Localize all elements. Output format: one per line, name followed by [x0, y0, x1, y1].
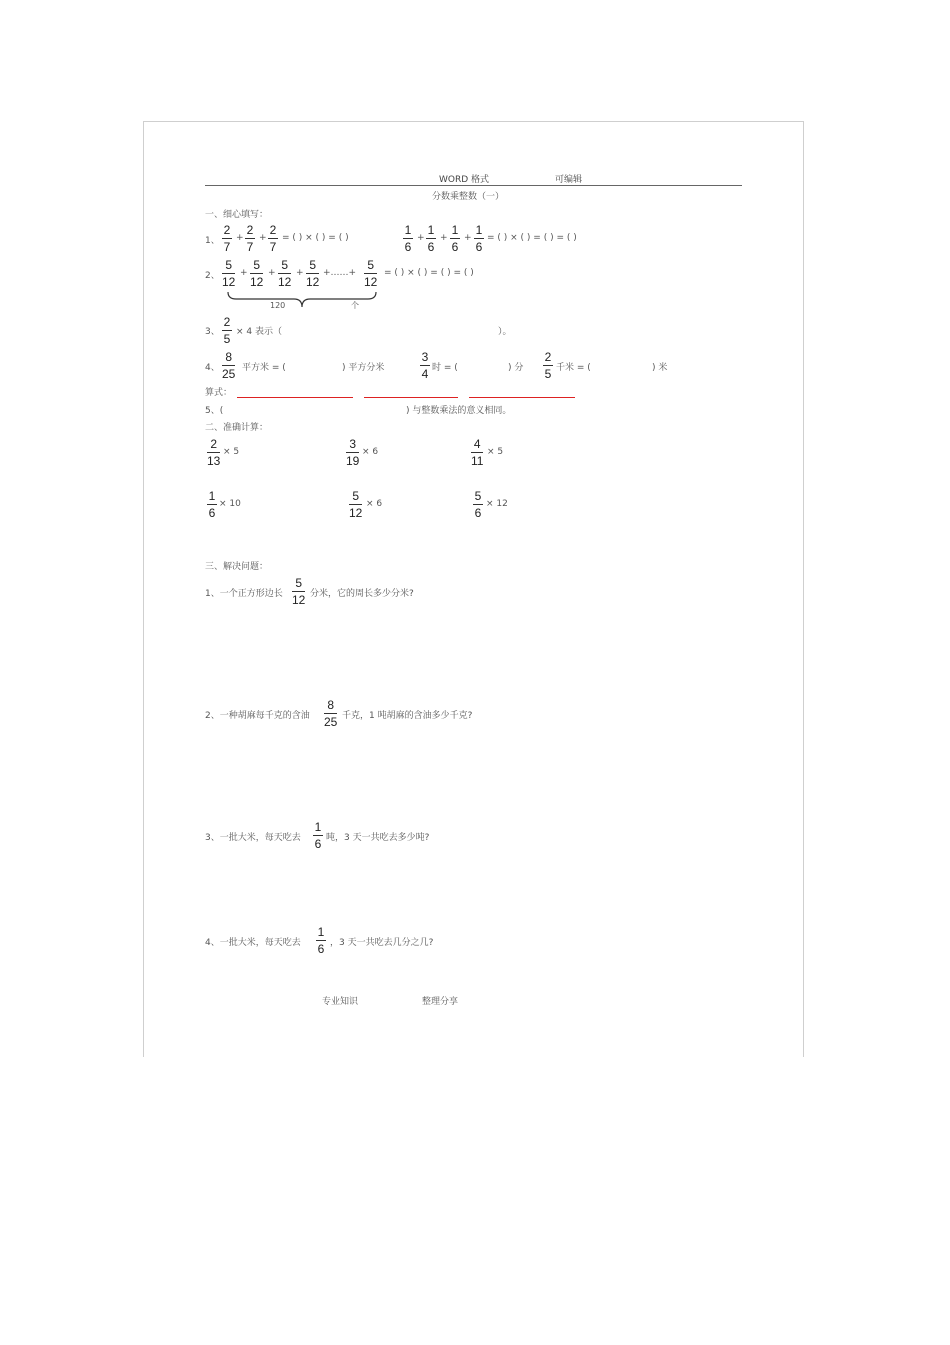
- q2-fraction-5: 5 12: [364, 258, 378, 289]
- q4-text-a2: ) 平方分米: [342, 363, 385, 373]
- q2-brace-unit: 个: [351, 301, 359, 310]
- calc-op-2: × 6: [362, 447, 379, 457]
- problem1-fraction: 5 12: [292, 576, 306, 607]
- q5-text: ) 与整数乘法的意义相同。: [406, 406, 512, 416]
- problem3-post: 吨，3 天一共吃去多少吨?: [326, 833, 430, 843]
- q2-fraction-2: 5 12: [250, 258, 264, 289]
- answer-line-1: [237, 397, 353, 398]
- q4-text-c2: ) 米: [652, 363, 668, 373]
- problem1-post: 分米，它的周长多少分米?: [310, 589, 414, 599]
- q1-fraction-a1: 2 7: [223, 223, 231, 254]
- q4-fraction-c: 2 5: [544, 350, 552, 381]
- section2-heading: 二、准确计算：: [205, 423, 269, 433]
- answer-line-3: [469, 397, 575, 398]
- q1-fraction-b1: 1 6: [404, 223, 412, 254]
- page-title: 分数乘整数（一）: [432, 192, 505, 202]
- footer-right: 整理分享: [422, 997, 459, 1007]
- q1-fraction-b3: 1 6: [451, 223, 459, 254]
- suanshi-label: 算式：: [205, 388, 233, 398]
- q1-tail-a: = ( ) × ( ) = ( ): [282, 233, 349, 243]
- q2-fraction-1: 5 12: [222, 258, 236, 289]
- q3-text: × 4 表示（: [236, 327, 282, 337]
- section3-heading: 三、解决问题：: [205, 562, 269, 572]
- q1-number: 1、: [205, 236, 220, 246]
- header-rule: [205, 185, 742, 186]
- problem2-pre: 2、一种胡麻每千克的含油: [205, 711, 310, 721]
- q2-brace-count: 120: [270, 301, 286, 310]
- q2-tail: = ( ) × ( ) = ( ) = ( ): [384, 268, 474, 278]
- calc-fraction-3: 4 11: [471, 437, 484, 468]
- q4-text-a: 平方米 = (: [242, 363, 286, 373]
- problem2-fraction: 8 25: [324, 698, 338, 729]
- q1-fraction-b2: 1 6: [427, 223, 435, 254]
- problem4-fraction: 1 6: [317, 925, 325, 956]
- problem2-post: 千克，1 吨胡麻的含油多少千克?: [342, 711, 473, 721]
- q1-fraction-a3: 2 7: [269, 223, 277, 254]
- q2-fraction-3: 5 12: [278, 258, 292, 289]
- problem3-pre: 3、一批大米，每天吃去: [205, 833, 301, 843]
- q1-tail-b: = ( ) × ( ) = ( ) = ( ): [487, 233, 577, 243]
- q3-fraction: 2 5: [223, 315, 231, 346]
- calc-op-3: × 5: [487, 447, 504, 457]
- q2-dots: +……+: [323, 268, 357, 278]
- q4-text-b: 时 = (: [432, 363, 458, 373]
- calc-op-4: × 10: [219, 499, 241, 509]
- answer-line-2: [364, 397, 458, 398]
- section1-heading: 一、细心填写：: [205, 210, 269, 220]
- calc-fraction-1: 2 13: [207, 437, 221, 468]
- calc-fraction-5: 5 12: [349, 489, 363, 520]
- q2-fraction-4: 5 12: [306, 258, 320, 289]
- header-right: 可编辑: [555, 175, 583, 185]
- calc-op-1: × 5: [223, 447, 240, 457]
- problem4-post: ，3 天一共吃去几分之几?: [330, 938, 434, 948]
- header-left: WORD 格式: [439, 175, 490, 185]
- q4-fraction-b: 3 4: [421, 350, 429, 381]
- problem4-pre: 4、一批大米，每天吃去: [205, 938, 301, 948]
- q2-number: 2、: [205, 271, 220, 281]
- problem1-pre: 1、一个正方形边长: [205, 589, 283, 599]
- q4-number: 4、: [205, 363, 220, 373]
- q5-number: 5、(: [205, 406, 224, 416]
- q3-close: ）。: [498, 327, 512, 337]
- calc-fraction-2: 3 19: [346, 437, 360, 468]
- calc-fraction-6: 5 6: [474, 489, 482, 520]
- calc-op-6: × 12: [486, 499, 508, 509]
- q4-fraction-a: 8 25: [222, 350, 236, 381]
- q4-text-b2: ) 分: [508, 363, 524, 373]
- q1-fraction-b4: 1 6: [475, 223, 483, 254]
- q4-text-c: 千米 = (: [556, 363, 591, 373]
- footer-left: 专业知识: [322, 997, 359, 1007]
- calc-op-5: × 6: [366, 499, 383, 509]
- problem3-fraction: 1 6: [314, 820, 322, 851]
- calc-fraction-4: 1 6: [208, 489, 216, 520]
- q3-number: 3、: [205, 327, 220, 337]
- q1-fraction-a2: 2 7: [246, 223, 254, 254]
